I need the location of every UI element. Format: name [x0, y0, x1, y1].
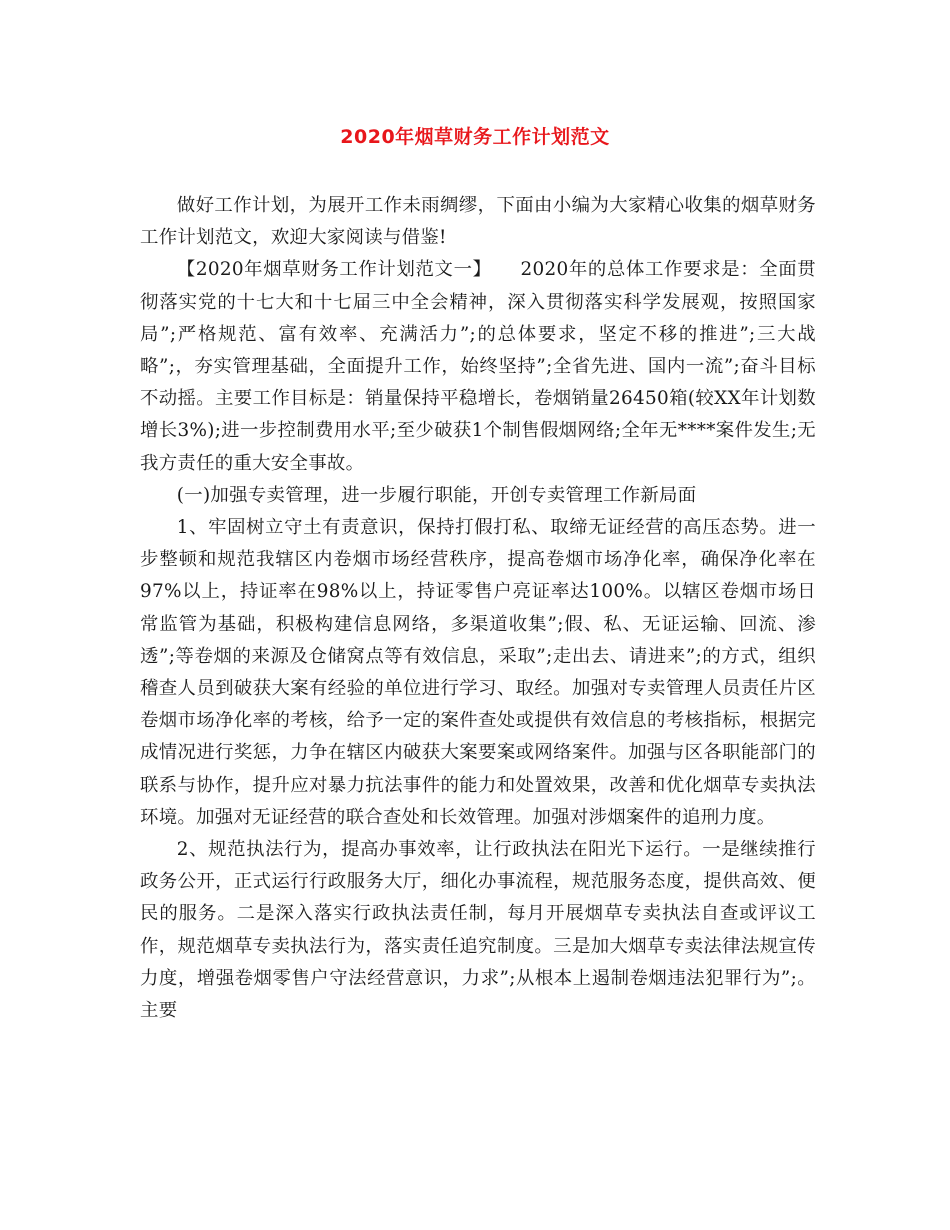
paragraph-item-2: 2、规范执法行为，提高办事效率，让行政执法在阳光下运行。一是继续推行政务公开，正式运行行政服务大厅，细化办事流程，规范服务态度，提供高效、便民的服务。二是深入落实行政执法责任制，每月开展烟草专卖执法自查或评议工作，规范烟草专卖执法行为，落实责任追究制度。三是加大烟草专卖法律法规宣传力度，增强卷烟零售户守法经营意识，力求”;从根本上遏制卷烟违法犯罪行为”;。主要: [140, 839, 816, 1022]
paragraph-intro: 做好工作计划，为展开工作未雨绸缪，下面由小编为大家精心收集的烟草财务工作计划范文，欢迎大家阅读与借鉴!: [140, 195, 816, 249]
document-body: [140, 190, 816, 1027]
paragraph-plan-one: 【2020年烟草财务工作计划范文一】 2020年的总体工作要求是：全面贯彻落实党的十七大和十七届三中全会精神，深入贯彻落实科学发展观，按照国家局”;严格规范、富有效率、充满活力”;的总体要求，坚定不移的推进”;三大战略”;，夯实管理基础，全面提升工作，始终坚持”;全省先进、国内一流”;奋斗目标不动摇。主要工作目标是：销量保持平稳增长，卷烟销量26450箱(较XX年计划数增长3%);进一步控制费用水平;至少破获1个制售假烟网络;全年无****案件发生;无我方责任的重大安全事故。: [140, 259, 816, 474]
paragraph-item-1: 1、牢固树立守土有责意识，保持打假打私、取缔无证经营的高压态势。进一步整顿和规范我辖区内卷烟市场经营秩序，提高卷烟市场净化率，确保净化率在97%以上，持证率在98%以上，持证零售户亮证率达100%。以辖区卷烟市场日常监管为基础，积极构建信息网络，多渠道收集”;假、私、无证运输、回流、渗透”;等卷烟的来源及仓储窝点等有效信息，采取”;走出去、请进来”;的方式，组织稽查人员到破获大案有经验的单位进行学习、取经。加强对专卖管理人员责任片区卷烟市场净化率的考核，给予一定的案件查处或提供有效信息的考核指标，根据完成情况进行奖惩，力争在辖区内破获大案要案或网络案件。加强与区各职能部门的联系与协作，提升应对暴力抗法事件的能力和处置效果，改善和优化烟草专卖执法环境。加强对无证经营的联合查处和长效管理。加强对涉烟案件的追刑力度。: [140, 517, 816, 828]
document-title: 2020年烟草财务工作计划范文: [340, 126, 610, 148]
paragraph-section-heading: (一)加强专卖管理，进一步履行职能，开创专卖管理工作新局面: [176, 484, 697, 506]
